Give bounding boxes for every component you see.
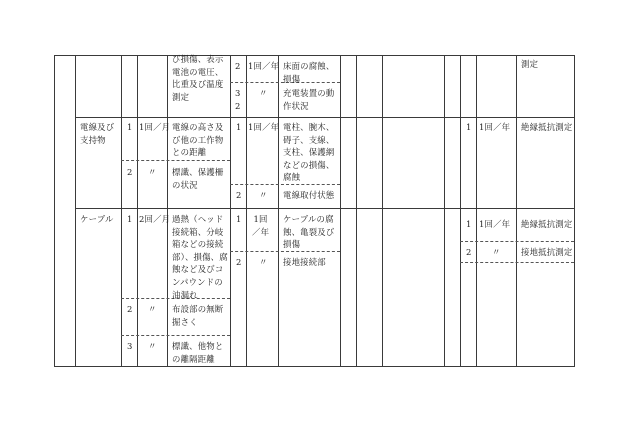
sub-item-frequency: 〃 [259,190,268,200]
sub-item-content: 接地接続部 [283,257,326,267]
right-item-content: 測定 [521,59,539,69]
sub-item-no: 2 [236,190,242,200]
item-content: 電線の高さ及 び他の工作物 との距離 [172,122,224,158]
sub-item-no: 3 2 [235,88,241,111]
sub-item-frequency: 〃 [259,257,268,267]
dashed-divider [230,251,340,252]
col-line [340,55,341,367]
item-frequency: 1回／月 [139,122,171,132]
item-content: 布設部の無断 掘さく [172,304,224,327]
item-frequency: 〃 [148,304,157,314]
col-line [476,55,477,367]
sub-item-no: 2 [235,61,241,71]
dashed-divider [460,262,574,263]
col-line [75,55,76,367]
item-no: 2 [127,167,133,177]
right-item-no: 1 [466,219,472,229]
sub-item-content: 充電装置の動 作状況 [283,88,335,111]
col-line [356,55,357,367]
table-bottom-border [54,366,574,367]
category-label: 電線及び 支持物 [80,122,115,145]
sub-item-no: 1 [236,122,242,132]
sub-item-frequency: 〃 [259,88,268,98]
col-line [574,55,575,367]
sub-item-frequency: 1回／年 [248,122,280,132]
right-item-frequency: 1回／年 [479,122,511,132]
category-label: ケーブル [80,214,114,224]
sub-item-content: 電柱、腕木、 碍子、支線、 支柱、保護網 などの損傷、 腐蝕 [283,122,335,183]
dashed-divider [121,335,230,336]
table-top-border [54,55,574,56]
right-item-content: 絶縁抵抗測定 [521,122,573,132]
item-no: 2 [127,304,133,314]
dashed-divider [121,160,230,161]
item-frequency: 〃 [148,341,157,351]
sub-item-content: 電線取付状態 [283,190,335,200]
col-line [516,55,517,367]
col-line [137,55,138,367]
col-line [167,55,168,367]
col-line [121,55,122,367]
item-no: 3 [127,341,133,351]
col-line [54,55,55,367]
col-line [230,55,231,367]
sub-item-frequency: 1回 ／年 [252,214,270,237]
col-line [382,55,383,367]
dashed-divider [460,241,574,242]
item-content: び損傷、表示 電池の電圧、 比重及び温度 測定 [172,54,224,102]
item-no: 1 [127,214,133,224]
col-line [460,55,461,367]
item-content: 標識、保護柵 の状況 [172,167,224,190]
row-divider [75,208,574,209]
col-line [246,55,247,367]
right-item-content: 接地抵抗測定 [521,247,573,257]
sub-item-content: ケーブルの腐 蝕、亀裂及び 損傷 [283,214,335,250]
right-item-no: 2 [466,247,472,257]
sub-item-no: 2 [236,257,242,267]
sub-item-frequency: 1回／年 [248,61,280,71]
right-item-no: 1 [466,122,472,132]
item-frequency: 〃 [148,167,157,177]
col-line [278,55,279,367]
right-item-content: 絶縁抵抗測定 [521,219,573,229]
right-item-frequency: 1回／年 [479,219,511,229]
sub-item-no: 1 [236,214,242,224]
item-content: 標識、他物と の離隔距離 [172,341,224,364]
right-item-frequency: 〃 [492,247,501,257]
row-divider [75,117,574,118]
item-no: 1 [127,122,133,132]
sub-item-content: 床面の腐蝕、 損傷 [283,61,335,84]
dashed-divider [230,184,340,185]
col-line [444,55,445,367]
item-frequency: 2回／月 [139,214,171,224]
item-content: 過熱（ヘッド 接続箱、分岐 箱などの接続 部）、損傷、腐 蝕など及びコ ンパウンドの 油漏れ [172,214,228,300]
